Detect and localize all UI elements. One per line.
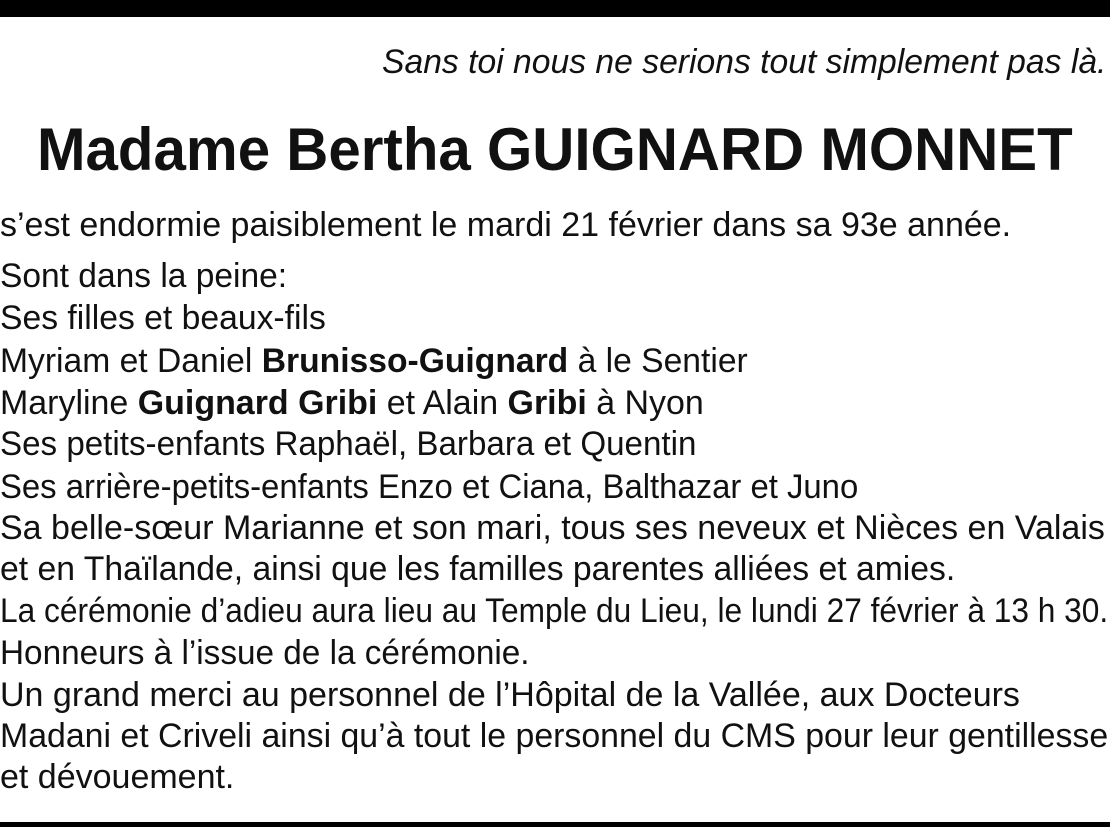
great-grandchildren: Ses arrière-petits-enfants Enzo et Ciana, Balthazar et Juno	[0, 468, 859, 506]
family-line-text: à le Sentier	[568, 342, 748, 380]
thanks-line: Madani et Criveli ainsi qu’à tout le personnel du CMS pour leur gentillesse	[0, 717, 1109, 755]
daughters-heading: Ses filles et beaux-fils	[0, 299, 326, 337]
family-surname: Guignard Gribi	[137, 384, 378, 422]
mourners-intro: Sont dans la peine:	[0, 257, 288, 295]
grandchildren: Ses petits-enfants Raphaël, Barbara et Quentin	[0, 425, 697, 463]
bottom-rule	[0, 822, 1110, 827]
family-line-text: à Nyon	[586, 384, 704, 422]
family-line-gribi	[0, 383, 704, 423]
family-surname: Gribi	[507, 384, 587, 422]
family-line-text: Maryline	[0, 384, 138, 422]
family-surname: Brunisso-Guignard	[261, 342, 569, 380]
deceased-name: Madame Bertha GUIGNARD MONNET	[37, 116, 1073, 183]
sister-in-law-line: Sa belle-sœur Marianne et son mari, tous ses neveux et Nièces en Valais	[0, 509, 1105, 547]
sister-in-law-line: et en Thaïlande, ainsi que les familles parentes alliées et amies.	[0, 550, 956, 588]
announcement: s’est endormie paisiblement le mardi 21 février dans sa 93e année.	[0, 206, 1012, 244]
family-line-text: Myriam et Daniel	[0, 342, 262, 380]
ceremony-line: La cérémonie d’adieu aura lieu au Temple du Lieu, le lundi 27 février à 13 h 30.	[0, 592, 1109, 630]
top-rule	[0, 0, 1110, 17]
thanks-line: et dévouement.	[0, 758, 235, 796]
thanks-line: Un grand merci au personnel de l’Hôpital de la Vallée, aux Docteurs	[0, 676, 1020, 714]
epigraph: Sans toi nous ne serions tout simplement pas là.	[381, 43, 1106, 81]
family-line-brunisso	[0, 341, 748, 381]
family-line-text: et Alain	[377, 384, 508, 422]
honours-line: Honneurs à l’issue de la cérémonie.	[0, 634, 530, 672]
